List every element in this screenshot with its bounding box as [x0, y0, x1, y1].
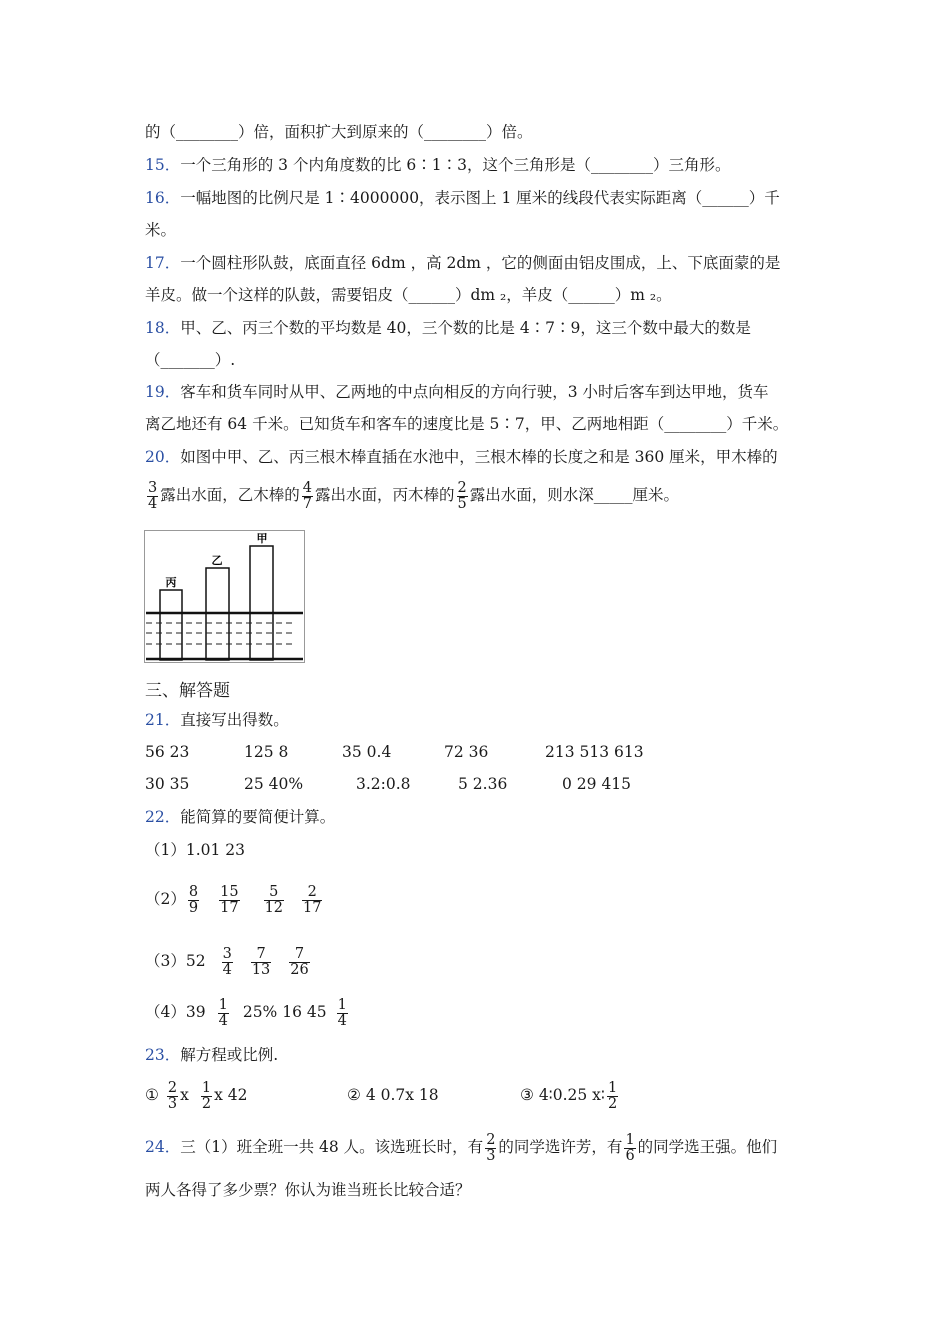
- fraction: $\frac{15}{17}$: [220, 883, 239, 916]
- q21-item: 213 513 613: [545, 743, 644, 761]
- fraction: $\frac{2}{3}$: [486, 1131, 496, 1164]
- q21-item: 3.2:0.8: [356, 775, 411, 793]
- question-15: 15．一个三角形的 3 个内角度数的比 6∶1∶3，这个三角形是（________）三角形。: [145, 156, 731, 174]
- q14-continuation: 的（________）倍，面积扩大到原来的（________）倍。: [145, 123, 533, 141]
- q21-item: 72 36: [444, 743, 489, 761]
- question-number: 19．: [145, 383, 181, 401]
- fraction: $\frac{2}{17}$: [303, 883, 322, 916]
- q22-part-1: （1）1.01 23: [145, 841, 246, 859]
- question-number: 23．: [145, 1046, 181, 1064]
- question-16-line2: 米。: [145, 221, 177, 239]
- q21-item: 25 40%: [244, 775, 304, 793]
- question-number: 22．: [145, 808, 181, 826]
- question-22: 22．能简算的要简便计算。: [145, 808, 336, 826]
- question-18-line2: （_______）.: [145, 351, 236, 369]
- question-16: 16．一幅地图的比例尺是 1∶4000000，表示图上 1 厘米的线段代表实际距离（______）千: [145, 189, 780, 207]
- q21-item: 56 23: [145, 743, 190, 761]
- label-yi: 乙: [211, 554, 223, 567]
- q22-part-2: （2） $\frac{8}{9}$ $\frac{15}{17}$ $\frac{5}{12}$ $\frac{2}{17}$: [145, 883, 322, 916]
- question-number: 21．: [145, 711, 181, 729]
- question-19: 19．客车和货车同时从甲、乙两地的中点向相反的方向行驶，3 小时后客车到达甲地，货车: [145, 383, 769, 401]
- fraction: $\frac{8}{9}$: [188, 883, 199, 916]
- question-19-line2: 离乙地还有 64 千米。已知货车和客车的速度比是 5∶7，甲、乙两地相距（________）千米。: [145, 415, 789, 433]
- question-number: 20．: [145, 448, 181, 466]
- question-number: 17．: [145, 254, 181, 272]
- question-number: 16．: [145, 189, 181, 207]
- question-number: 18．: [145, 319, 181, 337]
- question-17-line2: 羊皮。做一个这样的队鼓，需要铝皮（______）dm ₂，羊皮（______）m ₂。: [145, 286, 672, 304]
- section-heading: 三、解答题: [145, 681, 230, 701]
- stick-bing: [160, 590, 182, 660]
- label-bing: 丙: [165, 576, 177, 589]
- question-24: 24．三（1）班全班一共 48 人。该选班长时，有 $\frac{2}{3}$ 的同学选许芳，有 $\frac{1}{6}$ 的同学选王强。他们: [145, 1131, 778, 1164]
- q23-equation-3: ③ 4∶0.25 x∶ $\frac{1}{2}$: [520, 1079, 618, 1112]
- question-18: 18．甲、乙、丙三个数的平均数是 40，三个数的比是 4∶7∶9，这三个数中最大的数是: [145, 319, 751, 337]
- fraction: $\frac{2}{3}$: [167, 1079, 178, 1112]
- q22-part-3: （3）52 $\frac{3}{4}$ $\frac{7}{13}$ $\frac{7}{26}$: [145, 945, 309, 978]
- q23-equation-2: ② 4 0.7x 18: [347, 1086, 439, 1104]
- q23-equation-1: ① $\frac{2}{3}$ x $\frac{1}{2}$ x 42: [145, 1079, 248, 1112]
- stick-jia: [250, 546, 273, 660]
- q21-item: 35 0.4: [342, 743, 392, 761]
- label-jia: 甲: [256, 532, 268, 545]
- question-20-line2: $\frac{3}{4}$ 露出水面，乙木棒的 $\frac{4}{7}$ 露出水面，丙木棒的 $\frac{2}{5}$ 露出水面，则水深_____厘米。: [148, 479, 679, 512]
- fraction: $\frac{2}{5}$: [457, 479, 467, 512]
- fraction: $\frac{1}{2}$: [201, 1079, 212, 1112]
- q22-part-4: （4）39 $\frac{1}{4}$ 25% 16 45 $\frac{1}{4}$: [145, 996, 347, 1029]
- q21-item: 30 35: [145, 775, 190, 793]
- fraction: $\frac{7}{13}$: [251, 945, 271, 978]
- fraction: $\frac{4}{7}$: [302, 479, 312, 512]
- question-23: 23．解方程或比例.: [145, 1046, 279, 1064]
- question-24-line2: 两人各得了多少票？你认为谁当班长比较合适？: [145, 1181, 471, 1199]
- question-21: 21．直接写出得数。: [145, 711, 289, 729]
- question-number: 15．: [145, 156, 181, 174]
- q21-item: 0 29 415: [562, 775, 632, 793]
- fraction: $\frac{1}{4}$: [337, 996, 347, 1029]
- q21-item: 5 2.36: [458, 775, 508, 793]
- fraction: $\frac{1}{2}$: [607, 1079, 618, 1112]
- sticks-in-water-figure: [144, 530, 306, 664]
- q21-item: 125 8: [244, 743, 289, 761]
- question-20: 20．如图中甲、乙、丙三根木棒直插在水池中，三根木棒的长度之和是 360 厘米，甲木棒的: [145, 448, 778, 466]
- fraction: $\frac{3}{4}$: [222, 945, 232, 978]
- fraction: $\frac{7}{26}$: [290, 945, 309, 978]
- fraction: $\frac{1}{6}$: [625, 1131, 635, 1164]
- fraction: $\frac{3}{4}$: [148, 479, 158, 512]
- fraction: $\frac{1}{4}$: [218, 996, 228, 1029]
- fraction: $\frac{5}{12}$: [264, 883, 284, 916]
- question-number: 24．: [145, 1138, 181, 1156]
- question-17: 17．一个圆柱形队鼓，底面直径 6dm ，高 2dm ，它的侧面由铝皮围成，上、下底面蒙的是: [145, 254, 781, 272]
